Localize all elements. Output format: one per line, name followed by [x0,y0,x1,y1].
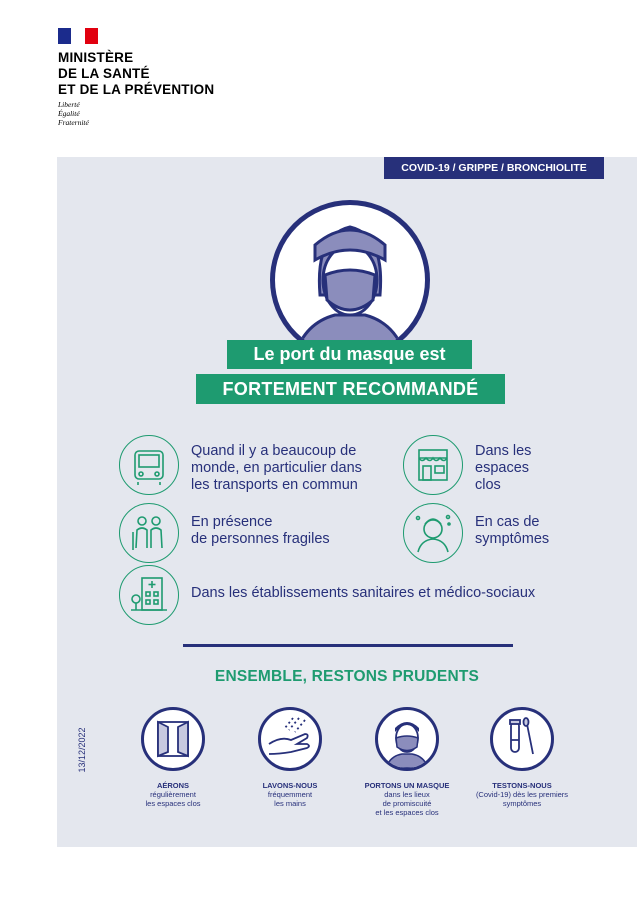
banner-line-2: FORTEMENT RECOMMANDÉ [196,374,505,404]
republic-motto: Liberté Égalité Fraternité [58,100,89,127]
hand-wash-icon [258,707,322,771]
mask-face-icon [375,707,439,771]
slogan: ENSEMBLE, RESTONS PRUDENTS [214,668,480,685]
bus-icon [119,435,179,495]
test-swab-icon [490,707,554,771]
hospital-icon [119,565,179,625]
section-divider [183,644,513,647]
gesture-ventilate-desc: régulièrement les espaces clos [145,790,201,808]
situation-symptoms-text: En cas de symptômes [475,514,550,547]
gesture-mask-title: PORTONS UN MASQUE [364,781,450,790]
gesture-wash-desc: fréquemment les mains [267,790,313,808]
situation-health-facilities-text: Dans les établissements sanitaires et médico-sociaux [191,585,536,601]
masked-face-icon [270,200,430,360]
gesture-test-title: TESTONS-NOUS [492,781,552,790]
ministry-name: MINISTÈRE DE LA SANTÉ ET DE LA PRÉVENTION [58,50,215,97]
poster-date: 13/12/2022 [77,727,87,773]
situation-fragile-text: En présence de personnes fragiles [191,514,330,547]
gesture-test-desc: (Covid-19) dès les premiers symptômes [475,790,569,808]
elderly-people-icon [119,503,179,563]
sick-person-icon [403,503,463,563]
shop-icon [403,435,463,495]
gesture-wash-title: LAVONS-NOUS [262,781,318,790]
situation-closed-spaces-text: Dans les espaces clos [475,443,532,493]
window-icon [141,707,205,771]
gesture-ventilate-title: AÉRONS [156,781,190,790]
gesture-mask-desc: dans les lieux de promiscuité et les espaces clos [375,790,439,817]
banner-line-1: Le port du masque est [227,340,472,369]
situation-crowd-text: Quand il y a beaucoup de monde, en particulier dans les transports en commun [191,443,362,493]
republic-flag-icon [58,28,98,44]
topic-badge: COVID-19 / GRIPPE / BRONCHIOLITE [384,157,604,179]
